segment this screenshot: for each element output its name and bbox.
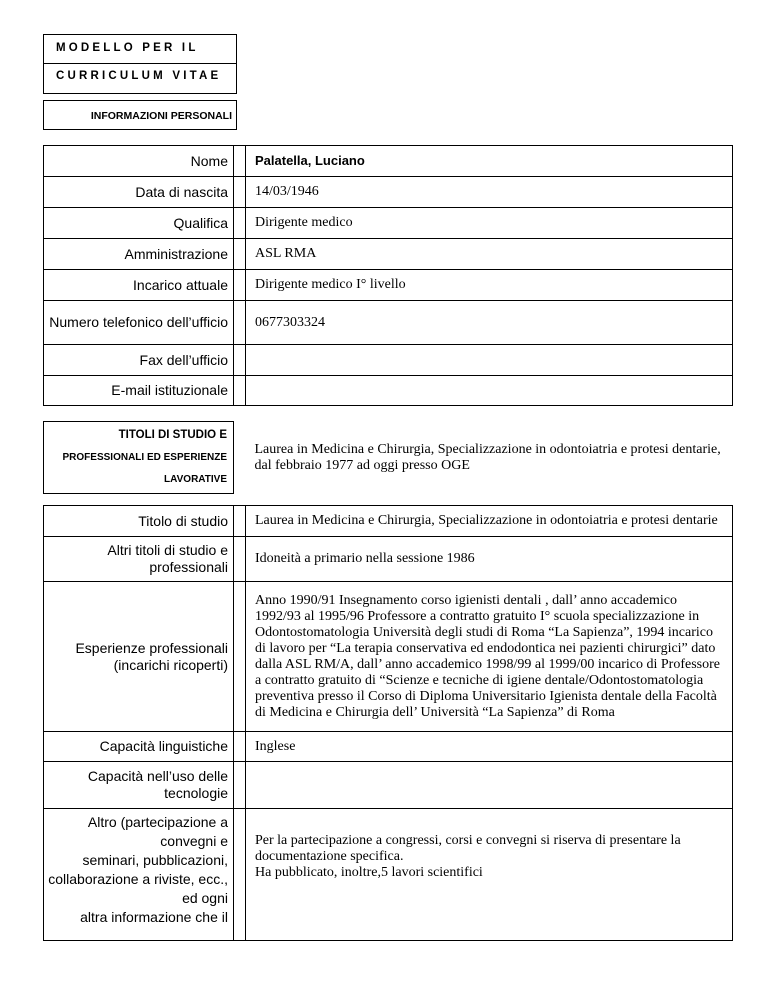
altro-label-line3: collaborazione a riviste, ecc., ed ogni [48,871,228,906]
field-value: Inglese [246,732,733,762]
altro-value-line1: Per la partecipazione a congressi, corsi e convegni si riserva di presentare la documentazione specifica. [255,833,681,864]
spacer-cell [234,506,246,537]
field-value: Anno 1990/91 Insegnamento corso igienisti dentali , dall’ anno accademico 1992/93 al 1995/96 Professore a contratto gratuito I° scuola specializzazione in Odontostomatologia Università degli studi di Roma “La Sapienza”, 1994 incarico di lavoro per “La terapia conservativa ed endodontica nei pazienti chirurgici” dato dalla ASL RM/A, dall’ anno accademico 1998/99 al 1999/00 incarico di Professore a contratto gratuito di “Scienze e tecniche di igiene dentale/Odontostomatologia preventiva presso il Corso di Diploma Universitario Igienista dentale della Facoltà di Medicina e Chirurgia dell’ Università “La Sapienza” di Roma [246,582,733,732]
spacer-cell [234,270,246,301]
table-row [44,146,733,177]
field-label: Numero telefonico dell’ufficio [44,301,234,345]
studies-table [43,505,733,941]
table-row [44,376,733,406]
spacer-cell [234,582,246,732]
field-value: Laurea in Medicina e Chirurgia, Specializzazione in odontoiatria e protesi dentarie [246,506,733,537]
field-label: Nome [44,146,234,177]
spacer-cell [234,146,246,177]
altro-label-line1: Altro (partecipazione a convegni e [87,814,228,849]
divider [44,63,236,64]
table-row [44,582,733,732]
titoli-section-table [43,421,733,494]
field-label: Fax dell’ufficio [44,345,234,376]
spacer-cell [234,537,246,582]
cv-title-box [43,34,237,94]
altro-label-line4: altra informazione che il [80,909,228,925]
table-row [44,732,733,762]
spacer-cell [234,208,246,239]
spacer-cell [234,762,246,809]
section-titoli-line1: TITOLI DI STUDIO E [118,429,227,441]
table-row [44,809,733,941]
field-label: Amministrazione [44,239,234,270]
document-title-line2: CURRICULUM VITAE [56,70,222,82]
field-label: Qualifica [44,208,234,239]
table-row [44,506,733,537]
field-label-altro [44,809,234,941]
field-value [246,762,733,809]
field-label: Data di nascita [44,177,234,208]
field-value: 0677303324 [246,301,733,345]
table-row [44,208,733,239]
spacer-cell [234,177,246,208]
field-value: Idoneità a primario nella sessione 1986 [246,537,733,582]
table-row [44,537,733,582]
field-value: Dirigente medico [246,208,733,239]
field-label: Esperienze professionali (incarichi ricoperti) [44,582,234,732]
field-value: Dirigente medico I° livello [246,270,733,301]
field-label: Capacità linguistiche [44,732,234,762]
spacer-cell [234,301,246,345]
field-label: Incarico attuale [44,270,234,301]
spacer-cell [234,809,246,941]
titoli-summary: Laurea in Medicina e Chirurgia, Specializzazione in odontoiatria e protesi dentarie, dal febbraio 1977 ad oggi presso OGE [254,441,721,473]
field-label: E-mail istituzionale [44,376,234,406]
altro-label-line2: seminari, pubblicazioni, [82,852,228,868]
table-row [44,177,733,208]
document-title-line1: MODELLO PER IL [56,42,199,54]
altro-value-line2: Ha pubblicato, inoltre,5 lavori scientifici [255,865,483,880]
name-value: Palatella, Luciano [246,146,733,177]
field-label: Altri titoli di studio e professionali [44,537,234,582]
section-titoli-line3: LAVORATIVE [164,474,227,485]
section-personal-title: INFORMAZIONI PERSONALI [90,110,232,122]
field-value [246,376,733,406]
field-value: ASL RMA [246,239,733,270]
field-value: 14/03/1946 [246,177,733,208]
table-row [44,345,733,376]
table-row [44,422,734,494]
section-personal-box [43,100,237,130]
personal-info-table [43,145,733,406]
spacer-cell [234,376,246,406]
field-label: Titolo di studio [44,506,234,537]
spacer-cell [234,422,246,494]
table-row [44,239,733,270]
altro-value [246,809,733,941]
section-titoli-title [44,422,234,494]
spacer-cell [234,345,246,376]
spacer-cell [234,732,246,762]
table-row [44,301,733,345]
field-value [246,345,733,376]
section-titoli-line2: PROFESSIONALI ED ESPERIENZE [62,452,227,463]
table-row [44,762,733,809]
spacer-cell [234,239,246,270]
table-row [44,270,733,301]
field-label: Capacità nell’uso delle tecnologie [44,762,234,809]
